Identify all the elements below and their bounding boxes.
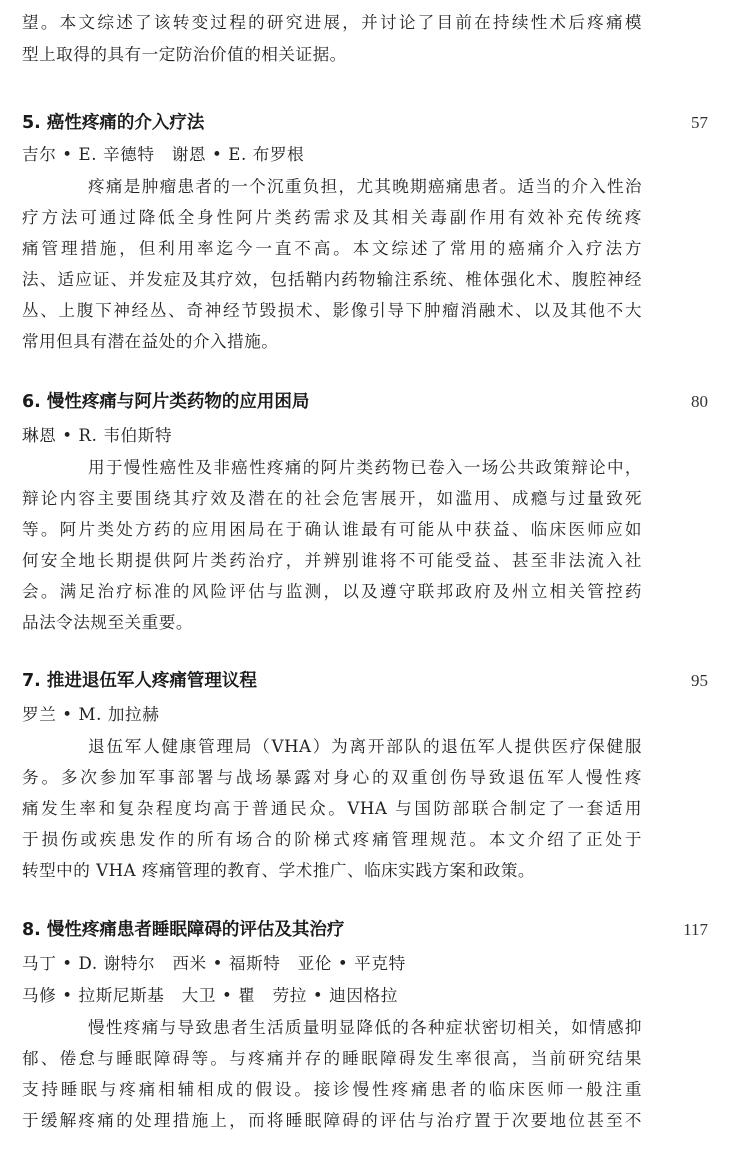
abstract-line: 于损伤或疾患发作的所有场合的阶梯式疼痛管理规范。本文介绍了正处于 [22, 830, 642, 849]
abstract-line: 用于慢性癌性及非癌性疼痛的阿片类药物已卷入一场公共政策辩论中， [88, 458, 642, 477]
abstract-line: 痛发生率和复杂程度均高于普通民众。VHA 与国防部联合制定了一套适用 [22, 799, 642, 818]
abstract-line: 支持睡眠与疼痛相辅相成的假设。接诊慢性疼痛患者的临床医师一般注重 [22, 1080, 642, 1099]
abstract-line: 常用但具有潜在益处的介入措施。 [22, 332, 279, 351]
abstract-line: 辩论内容主要围绕其疗效及潜在的社会危害展开，如滥用、成瘾与过量致死 [22, 489, 642, 508]
abstract-line: 品法令法规至关重要。 [22, 613, 193, 632]
intro-line: 望。本文综述了该转变过程的研究进展，并讨论了目前在持续性术后疼痛模 [22, 13, 642, 32]
abstract-line: 痛管理措施，但利用率迄今一直不高。本文综述了常用的癌痛介入疗法方 [22, 239, 642, 258]
entry-title[interactable]: 6. 慢性疼痛与阿片类药物的应用困局 [22, 392, 310, 412]
intro-line: 型上取得的具有一定防治价值的相关证据。 [22, 45, 347, 64]
entry-title[interactable]: 5. 癌性疼痛的介入疗法 [22, 113, 205, 133]
author-line: 吉尔 • E. 辛德特 谢恩 • E. 布罗根 [22, 145, 305, 164]
page-number: 117 [683, 920, 708, 939]
page-number: 57 [691, 113, 708, 132]
abstract-line: 退伍军人健康管理局（VHA）为离开部队的退伍军人提供医疗保健服 [88, 737, 642, 756]
abstract-line: 丛、上腹下神经丛、奇神经节毁损术、影像引导下肿瘤消融术、以及其他不大 [22, 301, 642, 320]
author-line: 马丁 • D. 谢特尔 西米 • 福斯特 亚伦 • 平克特 [22, 954, 406, 973]
author-line: 罗兰 • M. 加拉赫 [22, 705, 160, 724]
page-number: 95 [691, 671, 708, 690]
author-line: 马修 • 拉斯尼斯基 大卫 • 瞿 劳拉 • 迪因格拉 [22, 986, 398, 1005]
toc-entry-5[interactable] [22, 110, 708, 136]
abstract-line: 会。满足治疗标准的风险评估与监测，以及遵守联邦政府及州立相关管控药 [22, 582, 642, 601]
page-number: 80 [691, 392, 708, 411]
abstract-line: 务。多次参加军事部署与战场暴露对身心的双重创伤导致退伍军人慢性疼 [22, 768, 642, 787]
abstract-line: 法、适应证、并发症及其疗效，包括鞘内药物输注系统、椎体强化术、腹腔神经 [22, 270, 642, 289]
entry-title[interactable]: 7. 推进退伍军人疼痛管理议程 [22, 671, 257, 691]
author-line: 琳恩 • R. 韦伯斯特 [22, 426, 173, 445]
toc-entry-8[interactable] [22, 917, 708, 943]
abstract-line: 慢性疼痛与导致患者生活质量明显降低的各种症状密切相关，如情感抑 [88, 1018, 642, 1037]
abstract-line: 疗方法可通过降低全身性阿片类药需求及其相关毒副作用有效补充传统疼 [22, 208, 642, 227]
abstract-line: 等。阿片类处方药的应用困局在于确认谁最有可能从中获益、临床医师应如 [22, 520, 642, 539]
toc-entry-7[interactable] [22, 668, 708, 694]
abstract-line: 转型中的 VHA 疼痛管理的教育、学术推广、临床实践方案和政策。 [22, 861, 536, 880]
abstract-line: 郁、倦怠与睡眠障碍等。与疼痛并存的睡眠障碍发生率很高，当前研究结果 [22, 1049, 642, 1068]
entry-title[interactable]: 8. 慢性疼痛患者睡眠障碍的评估及其治疗 [22, 920, 345, 940]
abstract-line: 何安全地长期提供阿片类药治疗，并辨别谁将不可能受益、甚至非法流入社 [22, 551, 642, 570]
abstract-line: 疼痛是肿瘤患者的一个沉重负担，尤其晚期癌痛患者。适当的介入性治 [88, 177, 642, 196]
toc-entry-6[interactable] [22, 389, 708, 415]
abstract-line: 于缓解疼痛的处理措施上，而将睡眠障碍的评估与治疗置于次要地位甚至不 [22, 1111, 642, 1130]
